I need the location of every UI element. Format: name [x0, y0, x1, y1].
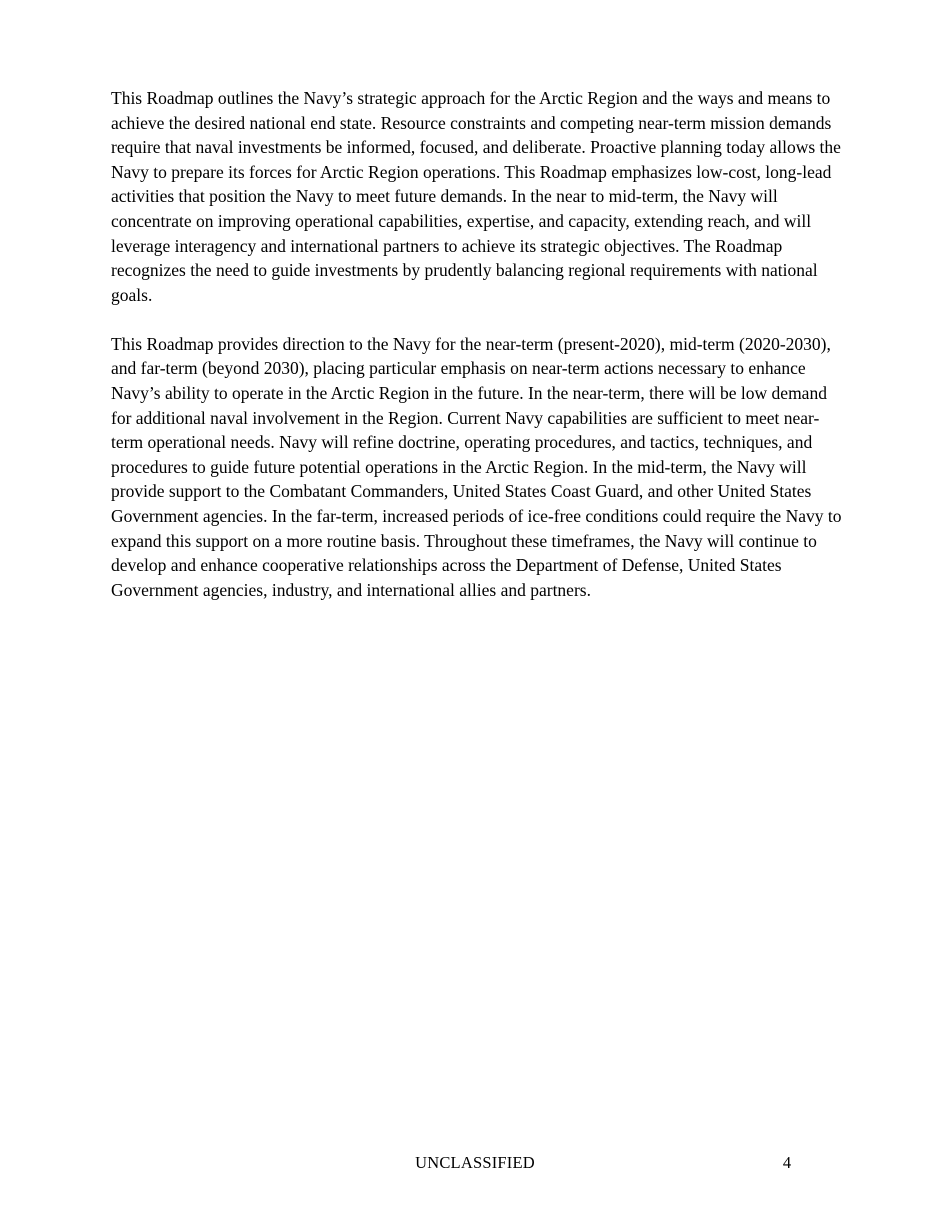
paragraph-strategic-approach: This Roadmap outlines the Navy’s strategic approach for the Arctic Region and the ways and means to achieve the desired national end state. Resource constraints and competing near-term mission demands require that naval investments be informed, focused, and deliberate. Proactive planning today allows the Navy to prepare its forces for Arctic Region operations. This Roadmap emphasizes low-cost, long-lead activities that position the Navy to meet future demands. In the near to mid-term, the Navy will concentrate on improving operational capabilities, expertise, and capacity, extending reach, and will leverage interagency and international partners to achieve its strategic objectives. The Roadmap recognizes the need to guide investments by prudently balancing regional requirements with national goals.: [111, 88, 841, 305]
paragraph-timeframes: This Roadmap provides direction to the Navy for the near-term (present-2020), mid-term (2020-2030), and far-term (beyond 2030), placing particular emphasis on near-term actions necessary to enhance Navy’s ability to operate in the Arctic Region in the future. In the near-term, there will be low demand for additional naval involvement in the Region. Current Navy capabilities are sufficient to meet near-term operational needs. Navy will refine doctrine, operating procedures, and tactics, techniques, and procedures to guide future potential operations in the Arctic Region. In the mid-term, the Navy will provide support to the Combatant Commanders, United States Coast Guard, and other United States Government agencies. In the far-term, increased periods of ice-free conditions could require the Navy to expand this support on a more routine basis. Throughout these timeframes, the Navy will continue to develop and enhance cooperative relationships across the Department of Defense, United States Government agencies, industry, and international allies and partners.: [111, 333, 842, 600]
classification-marking: UNCLASSIFIED: [415, 1153, 535, 1172]
body-text: [111, 86, 843, 627]
page-number: 4: [782, 1153, 792, 1172]
